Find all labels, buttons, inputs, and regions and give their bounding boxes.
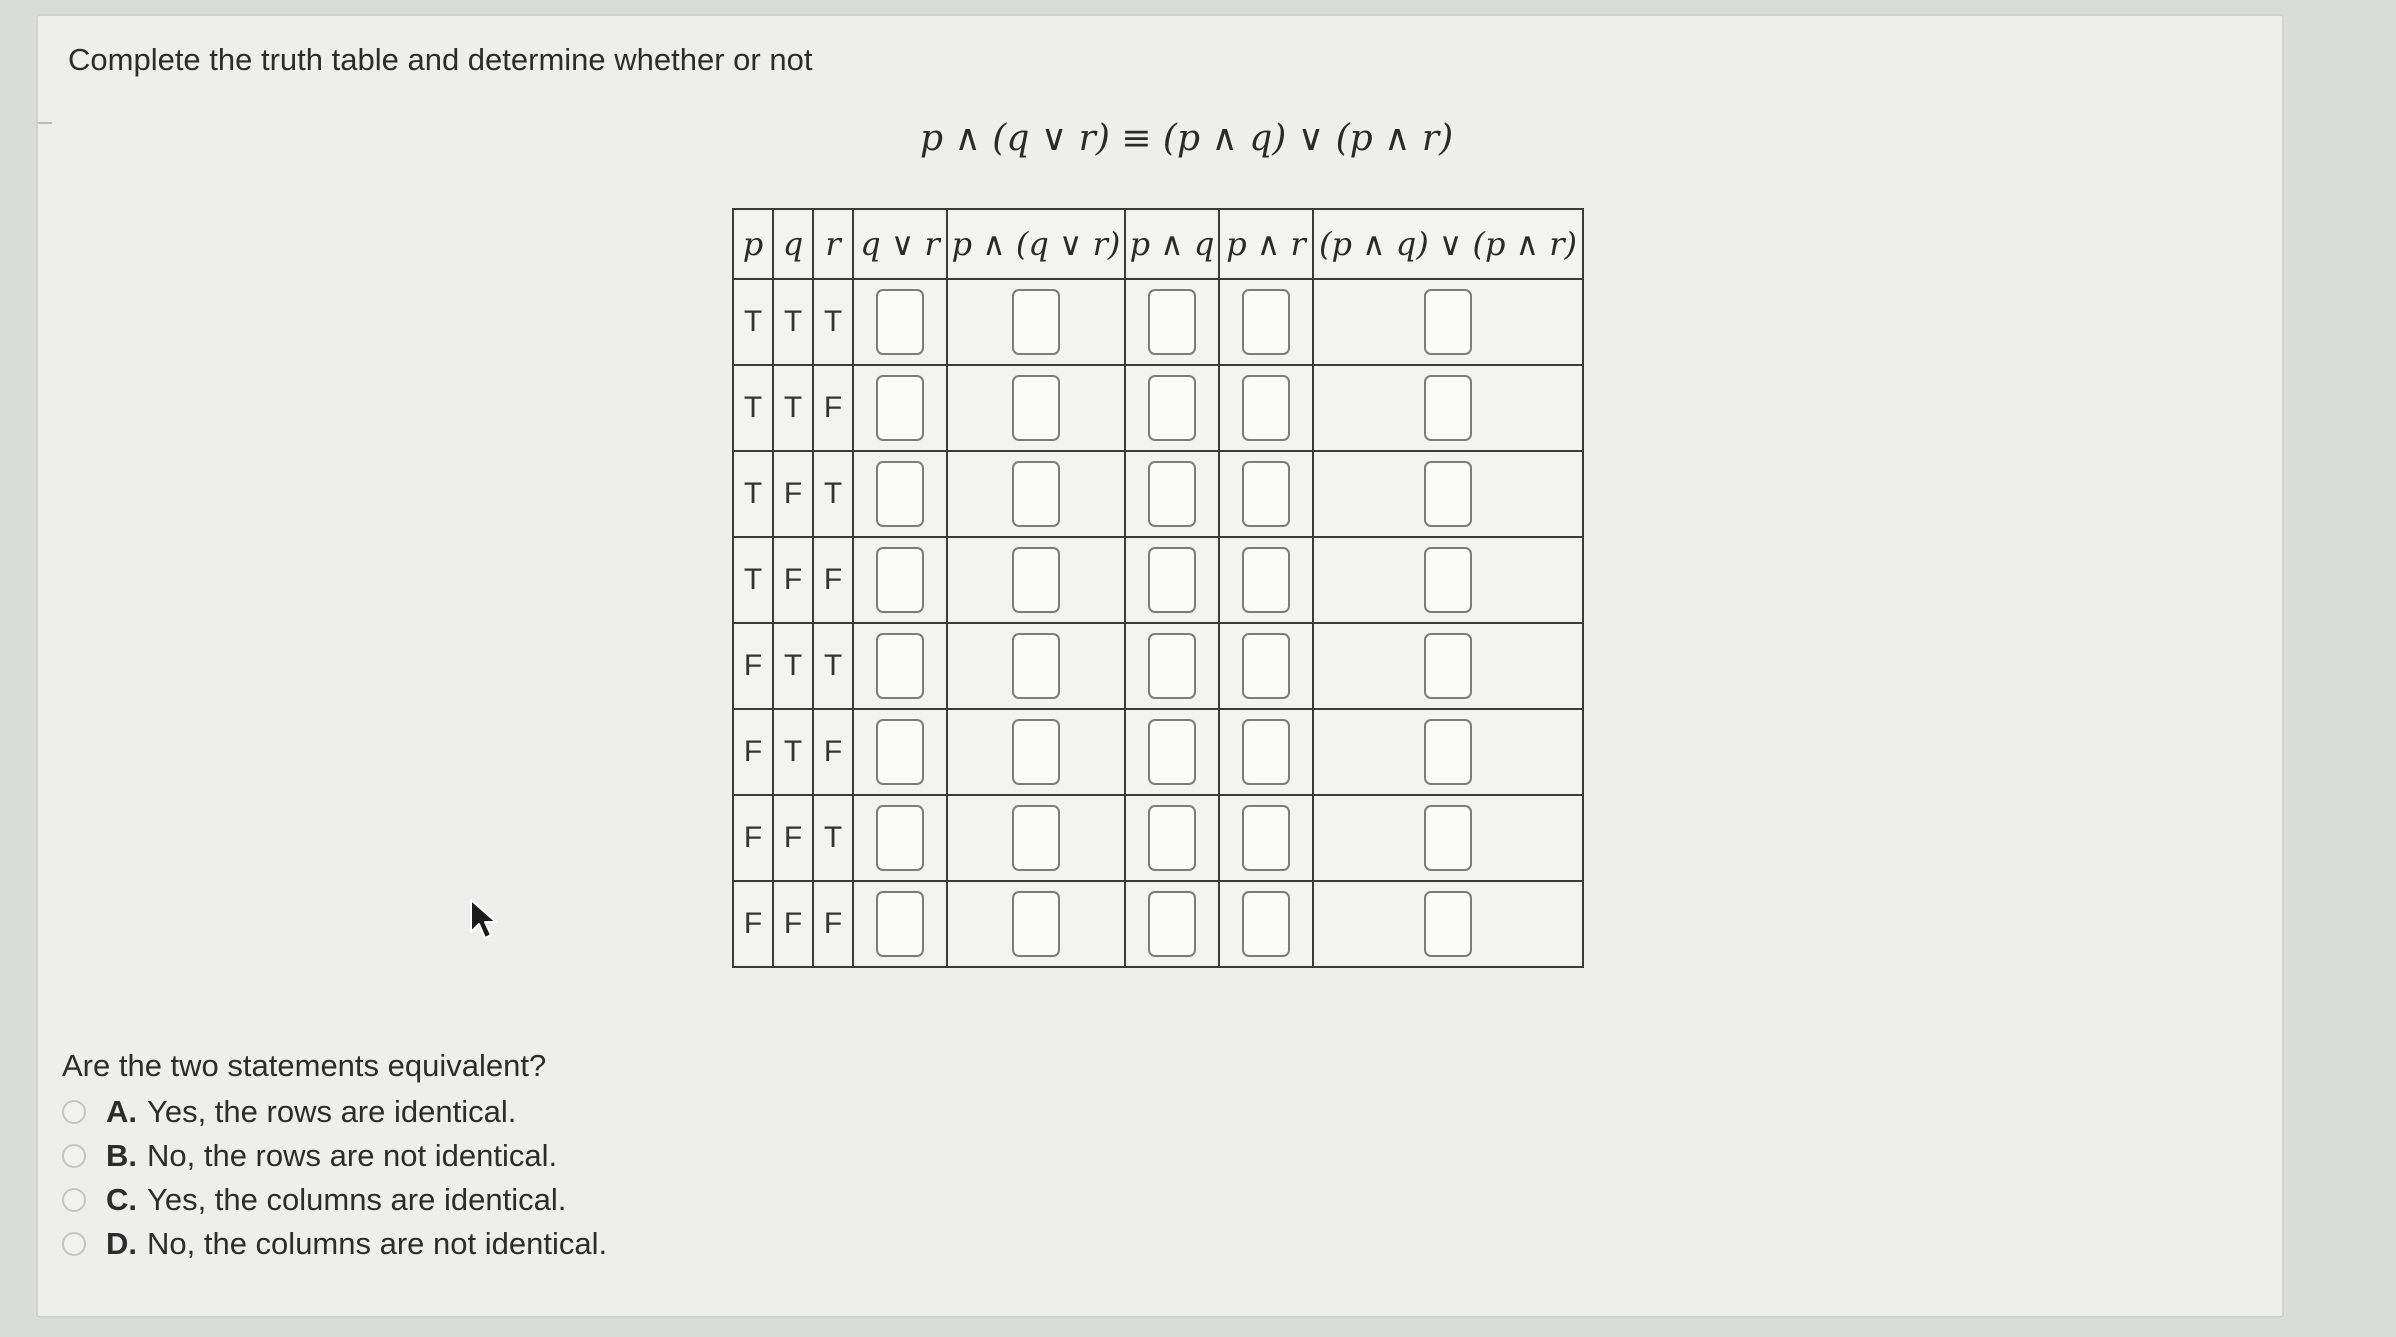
truth-value-cell	[773, 537, 813, 623]
answer-input-box[interactable]	[1012, 805, 1060, 871]
truth-table-row	[733, 623, 1583, 709]
truth-value: T	[783, 649, 803, 682]
truth-value-cell	[813, 537, 853, 623]
answer-input-box[interactable]	[1148, 375, 1196, 441]
answer-cell-distributed	[1313, 881, 1583, 967]
truth-value: T	[783, 391, 803, 424]
truth-table-row	[733, 881, 1583, 967]
answer-input-box[interactable]	[1148, 719, 1196, 785]
truth-table	[732, 208, 1584, 968]
answer-input-box[interactable]	[1012, 461, 1060, 527]
equivalence-question: Are the two statements equivalent?	[62, 1048, 547, 1083]
truth-value-cell	[733, 709, 773, 795]
answer-input-box[interactable]	[1148, 289, 1196, 355]
header-q-or-r: q ∨ r	[853, 209, 947, 279]
truth-value-cell	[813, 709, 853, 795]
question-prompt: Complete the truth table and determine whether or not	[68, 42, 813, 77]
header-p: p	[733, 209, 773, 279]
answer-input-box[interactable]	[1242, 891, 1290, 957]
truth-value-cell	[733, 365, 773, 451]
answer-cell-p-and-q-or-r	[947, 537, 1125, 623]
radio-button-icon[interactable]	[62, 1144, 86, 1168]
answer-cell-distributed	[1313, 623, 1583, 709]
truth-value-cell	[733, 795, 773, 881]
answer-input-box[interactable]	[1012, 719, 1060, 785]
truth-value: F	[823, 735, 843, 768]
truth-value-cell	[813, 795, 853, 881]
answer-input-box[interactable]	[1148, 633, 1196, 699]
truth-value: F	[823, 563, 843, 596]
header-r: r	[813, 209, 853, 279]
answer-cell-p-and-q	[1125, 279, 1219, 365]
answer-input-box[interactable]	[1012, 633, 1060, 699]
truth-value-cell	[773, 451, 813, 537]
truth-value-cell	[773, 795, 813, 881]
answer-cell-distributed	[1313, 795, 1583, 881]
answer-cell-q-or-r	[853, 451, 947, 537]
answer-cell-p-and-r	[1219, 537, 1313, 623]
answer-input-box[interactable]	[1242, 375, 1290, 441]
truth-value-cell	[773, 623, 813, 709]
answer-cell-p-and-r	[1219, 451, 1313, 537]
answer-cell-p-and-r	[1219, 365, 1313, 451]
answer-input-box[interactable]	[1012, 289, 1060, 355]
answer-input-box[interactable]	[1148, 891, 1196, 957]
truth-value-cell	[813, 623, 853, 709]
truth-value: T	[743, 477, 763, 510]
answer-cell-distributed	[1313, 451, 1583, 537]
answer-cell-p-and-r	[1219, 795, 1313, 881]
answer-cell-p-and-q	[1125, 537, 1219, 623]
answer-cell-distributed	[1313, 709, 1583, 795]
answer-cell-q-or-r	[853, 795, 947, 881]
truth-value: F	[783, 821, 803, 854]
truth-table-row	[733, 365, 1583, 451]
answer-input-box[interactable]	[1148, 547, 1196, 613]
truth-value: T	[783, 735, 803, 768]
truth-value-cell	[733, 881, 773, 967]
answer-input-box[interactable]	[1424, 461, 1472, 527]
answer-input-box[interactable]	[876, 891, 924, 957]
answer-input-box[interactable]	[1012, 547, 1060, 613]
radio-button-icon[interactable]	[62, 1232, 86, 1256]
answer-input-box[interactable]	[876, 719, 924, 785]
answer-input-box[interactable]	[876, 547, 924, 613]
truth-value-cell	[813, 279, 853, 365]
truth-value-cell	[773, 881, 813, 967]
truth-table-row	[733, 795, 1583, 881]
truth-value: T	[823, 821, 843, 854]
answer-input-box[interactable]	[1242, 633, 1290, 699]
answer-cell-q-or-r	[853, 279, 947, 365]
answer-cell-p-and-q	[1125, 881, 1219, 967]
answer-cell-p-and-r	[1219, 623, 1313, 709]
truth-value-cell	[813, 881, 853, 967]
truth-value-cell	[773, 709, 813, 795]
answer-cell-p-and-q-or-r	[947, 451, 1125, 537]
truth-value: T	[823, 649, 843, 682]
answer-cell-p-and-q	[1125, 451, 1219, 537]
answer-cell-q-or-r	[853, 365, 947, 451]
option-text: No, the rows are not identical.	[147, 1138, 558, 1173]
truth-table-row	[733, 451, 1583, 537]
option-letter: B.	[106, 1138, 137, 1173]
answer-input-box[interactable]	[1424, 719, 1472, 785]
answer-input-box[interactable]	[1242, 805, 1290, 871]
answer-cell-p-and-q-or-r	[947, 881, 1125, 967]
truth-value: F	[783, 907, 803, 940]
answer-input-box[interactable]	[1424, 805, 1472, 871]
option-d[interactable]	[58, 1222, 607, 1266]
truth-value: T	[823, 477, 843, 510]
answer-input-box[interactable]	[876, 461, 924, 527]
answer-input-box[interactable]	[876, 633, 924, 699]
answer-cell-q-or-r	[853, 537, 947, 623]
answer-input-box[interactable]	[876, 289, 924, 355]
answer-cell-p-and-q-or-r	[947, 279, 1125, 365]
answer-cell-p-and-r	[1219, 709, 1313, 795]
mouse-pointer-icon	[468, 898, 502, 942]
truth-value-cell	[733, 279, 773, 365]
truth-value: F	[743, 735, 763, 768]
option-text: Yes, the columns are identical.	[147, 1182, 567, 1217]
answer-input-box[interactable]	[1424, 633, 1472, 699]
option-letter: A.	[106, 1094, 137, 1129]
truth-table-row	[733, 279, 1583, 365]
truth-value-cell	[733, 623, 773, 709]
option-b[interactable]	[58, 1134, 607, 1178]
radio-button-icon[interactable]	[62, 1100, 86, 1124]
answer-cell-p-and-q-or-r	[947, 623, 1125, 709]
truth-table-header-row	[733, 209, 1583, 279]
answer-input-box[interactable]	[876, 805, 924, 871]
truth-value-cell	[733, 451, 773, 537]
truth-value: T	[743, 563, 763, 596]
answer-input-box[interactable]	[1424, 375, 1472, 441]
panel-edge-marker	[38, 122, 52, 124]
answer-cell-p-and-r	[1219, 881, 1313, 967]
answer-cell-distributed	[1313, 279, 1583, 365]
answer-input-box[interactable]	[1424, 547, 1472, 613]
truth-value-cell	[733, 537, 773, 623]
option-a[interactable]	[58, 1090, 607, 1134]
answer-cell-q-or-r	[853, 623, 947, 709]
answer-input-box[interactable]	[1012, 375, 1060, 441]
answer-input-box[interactable]	[1242, 461, 1290, 527]
answer-input-box[interactable]	[1424, 289, 1472, 355]
answer-cell-p-and-q	[1125, 623, 1219, 709]
answer-input-box[interactable]	[876, 375, 924, 441]
answer-cell-p-and-q	[1125, 795, 1219, 881]
truth-value: F	[743, 907, 763, 940]
answer-cell-p-and-q-or-r	[947, 365, 1125, 451]
truth-table-row	[733, 537, 1583, 623]
answer-cell-p-and-q-or-r	[947, 795, 1125, 881]
option-c[interactable]	[58, 1178, 607, 1222]
option-letter: C.	[106, 1182, 137, 1217]
truth-value: T	[783, 305, 803, 338]
equation: p ∧ (q ∨ r) ≡ (p ∧ q) ∨ (p ∧ r)	[920, 118, 1454, 159]
answer-cell-distributed	[1313, 537, 1583, 623]
header-p-and-r: p ∧ r	[1219, 209, 1313, 279]
header-p-and-q: p ∧ q	[1125, 209, 1219, 279]
answer-cell-p-and-q	[1125, 709, 1219, 795]
option-text: No, the columns are not identical.	[147, 1226, 608, 1261]
answer-cell-p-and-q	[1125, 365, 1219, 451]
header-p-and-q-or-r: p ∧ (q ∨ r)	[947, 209, 1125, 279]
answer-input-box[interactable]	[1424, 891, 1472, 957]
truth-value: F	[743, 821, 763, 854]
truth-value-cell	[773, 365, 813, 451]
answer-input-box[interactable]	[1148, 805, 1196, 871]
answer-input-box[interactable]	[1242, 547, 1290, 613]
truth-value: T	[823, 305, 843, 338]
truth-value-cell	[813, 365, 853, 451]
truth-value-cell	[773, 279, 813, 365]
header-distributed: (p ∧ q) ∨ (p ∧ r)	[1313, 209, 1583, 279]
truth-table-body	[733, 279, 1583, 967]
truth-value: T	[743, 305, 763, 338]
header-q: q	[773, 209, 813, 279]
answer-input-box[interactable]	[1012, 891, 1060, 957]
truth-value: F	[783, 563, 803, 596]
truth-value: F	[743, 649, 763, 682]
truth-value: F	[823, 391, 843, 424]
answer-input-box[interactable]	[1148, 461, 1196, 527]
truth-value: T	[743, 391, 763, 424]
truth-value: F	[823, 907, 843, 940]
truth-table-row	[733, 709, 1583, 795]
answer-options	[58, 1090, 607, 1266]
truth-value-cell	[813, 451, 853, 537]
option-letter: D.	[106, 1226, 137, 1261]
answer-cell-q-or-r	[853, 881, 947, 967]
answer-cell-p-and-q-or-r	[947, 709, 1125, 795]
answer-input-box[interactable]	[1242, 289, 1290, 355]
answer-input-box[interactable]	[1242, 719, 1290, 785]
answer-cell-p-and-r	[1219, 279, 1313, 365]
answer-cell-q-or-r	[853, 709, 947, 795]
answer-cell-distributed	[1313, 365, 1583, 451]
truth-value: F	[783, 477, 803, 510]
radio-button-icon[interactable]	[62, 1188, 86, 1212]
option-text: Yes, the rows are identical.	[147, 1094, 517, 1129]
